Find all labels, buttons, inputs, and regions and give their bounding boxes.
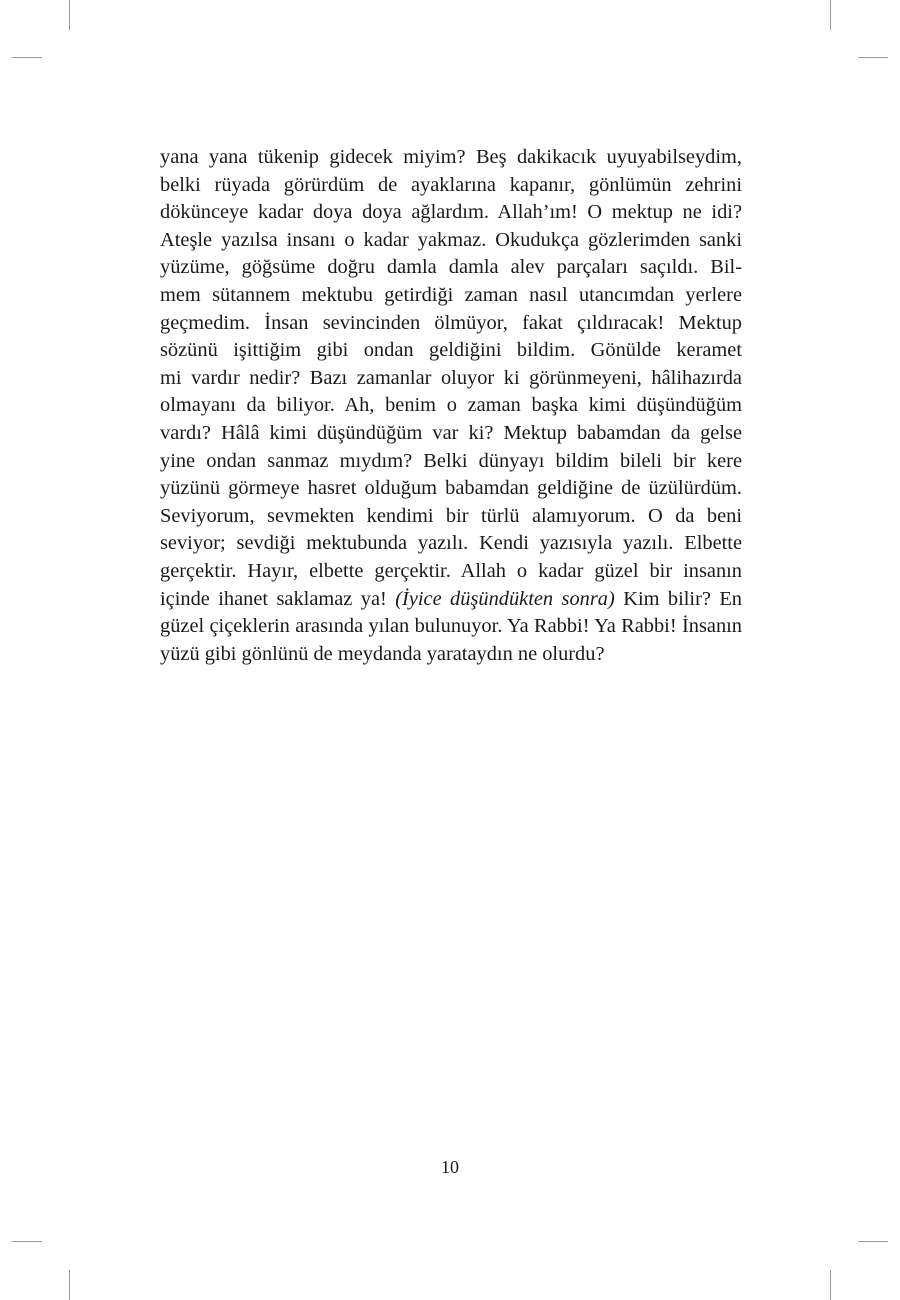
text-line: Seviyorum, sevmekten kendimi bir türlü alamıyorum. O da beni bbox=[160, 504, 742, 527]
crop-mark-bottom-left-horizontal bbox=[12, 1241, 42, 1242]
text-line: geçmedim. İnsan sevincinden ölmüyor, fakat çıldıracak! Mektup bbox=[160, 311, 742, 334]
text-line: seviyor; sevdiği mektubunda yazılı. Kendi yazısıyla yazılı. Elbette bbox=[160, 532, 742, 555]
text-line: mem sütannem mektubu getirdiği zaman nasıl utancımdan yerlere bbox=[160, 283, 742, 306]
text-line: yine ondan sanmaz mıydım? Belki dünyayı bildim bileli bir kere bbox=[160, 449, 742, 472]
crop-mark-bottom-right-horizontal bbox=[858, 1241, 888, 1242]
text-line: yüzüme, göğsüme doğru damla damla alev parçaları saçıldı. Bil- bbox=[160, 256, 742, 279]
text-line: dökünceye kadar doya doya ağlardım. Allah’ım! O mektup ne idi? bbox=[160, 201, 742, 224]
line-segment: Kim bilir? En bbox=[614, 587, 742, 610]
page-number: 10 bbox=[441, 1157, 459, 1177]
text-line: belki rüyada görürdüm de ayaklarına kapanır, gönlümün zehrini bbox=[160, 173, 742, 196]
crop-mark-top-left-horizontal bbox=[12, 57, 42, 58]
text-line: güzel çiçeklerin arasında yılan bulunuyor. Ya Rabbi! Ya Rabbi! İnsanın bbox=[160, 615, 742, 638]
crop-mark-top-left-vertical bbox=[69, 0, 70, 30]
crop-mark-bottom-right-vertical bbox=[830, 1270, 831, 1300]
text-line: vardı? Hâlâ kimi düşündüğüm var ki? Mektup babamdan da gelse bbox=[160, 421, 742, 444]
text-line-with-stage-direction bbox=[160, 586, 742, 614]
stage-direction: (İyice düşündükten sonra) bbox=[395, 587, 615, 610]
crop-mark-bottom-left-vertical bbox=[69, 1270, 70, 1300]
text-line: mi vardır nedir? Bazı zamanlar oluyor ki görünmeyeni, hâlihazırda bbox=[160, 366, 742, 389]
text-line-last: yüzü gibi gönlünü de meydanda yarataydın ne olurdu? bbox=[160, 642, 605, 665]
crop-mark-top-right-horizontal bbox=[858, 57, 888, 58]
line-segment: içinde ihanet saklamaz ya! bbox=[160, 587, 396, 610]
text-line: Ateşle yazılsa insanı o kadar yakmaz. Okudukça gözlerimden sanki bbox=[160, 228, 742, 251]
text-line: yüzünü görmeye hasret olduğum babamdan geldiğine de üzülürdüm. bbox=[160, 477, 742, 500]
text-line: sözünü işittiğim gibi ondan geldiğini bildim. Gönülde keramet bbox=[160, 339, 742, 362]
text-line: yana yana tükenip gidecek miyim? Beş dakikacık uyuyabilseydim, bbox=[160, 146, 742, 168]
text-line: gerçektir. Hayır, elbette gerçektir. Allah o kadar güzel bir insanın bbox=[160, 559, 742, 582]
text-line: olmayanı da biliyor. Ah, benim o zaman başka kimi düşündüğüm bbox=[160, 394, 742, 417]
body-text bbox=[160, 144, 742, 668]
crop-mark-top-right-vertical bbox=[830, 0, 831, 30]
